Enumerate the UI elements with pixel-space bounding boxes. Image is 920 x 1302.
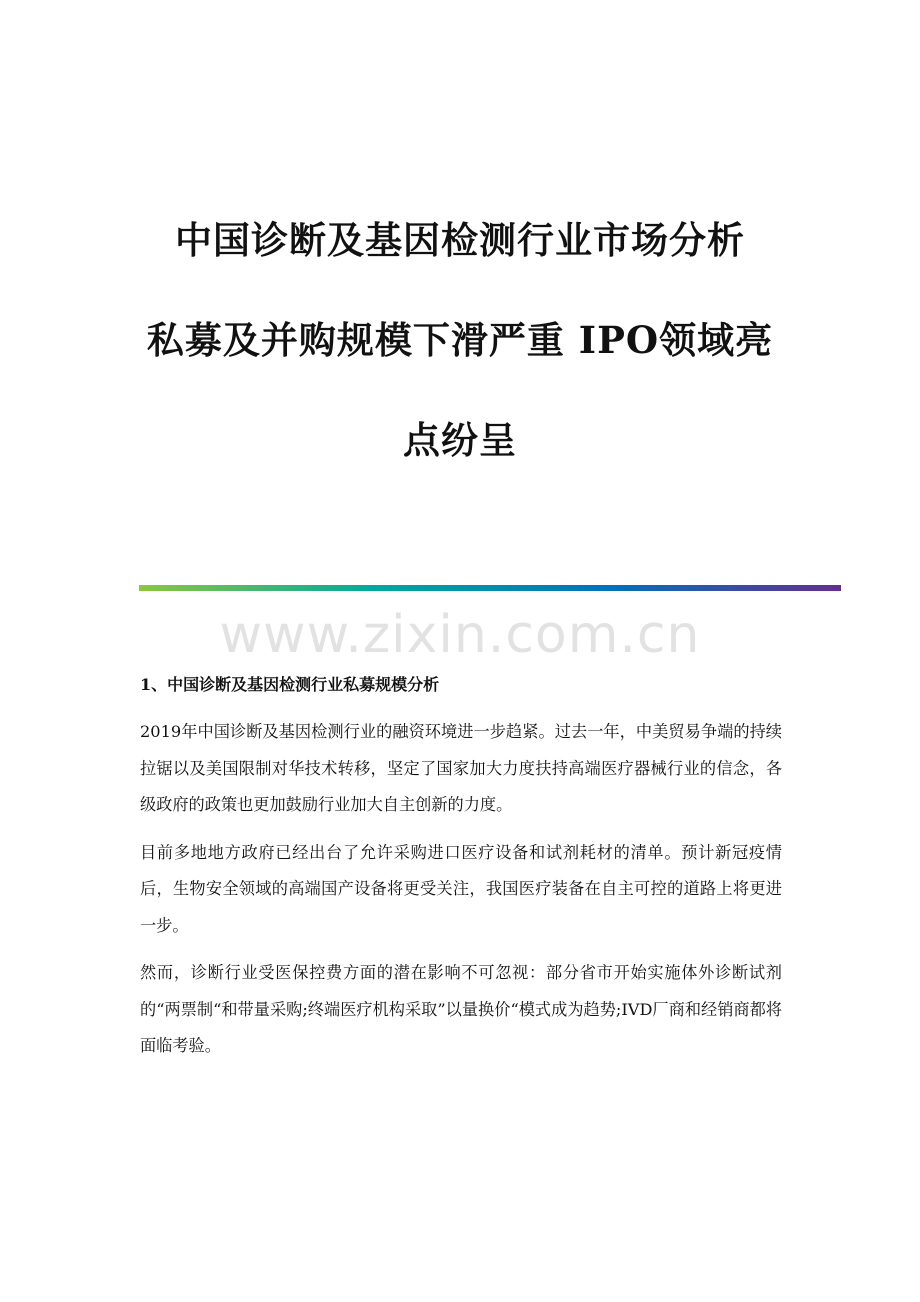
document-body (140, 668, 782, 1076)
paragraph-3: 然而，诊断行业受医保控费方面的潜在影响不可忽视：部分省市开始实施体外诊断试剂的“两票制“和带量采购;终端医疗机构采取”以量换价“模式成为趋势;IVD厂商和经销商都将面临考验。 (140, 963, 782, 1055)
gradient-divider (139, 585, 841, 591)
title-line-2: 私募及并购规模下滑严重 IPO领域亮 (146, 318, 774, 362)
title-line-3: 点纷呈 (403, 418, 517, 462)
paragraph-2: 目前多地地方政府已经出台了允许采购进口医疗设备和试剂耗材的清单。预计新冠疫情后，生物安全领域的高端国产设备将更受关注，我国医疗装备在自主可控的道路上将更进一步。 (140, 842, 782, 935)
paragraph-1: 2019年中国诊断及基因检测行业的融资环境进一步趋紧。过去一年，中美贸易争端的持续拉锯以及美国限制对华技术转移，坚定了国家加大力度扶持高端医疗器械行业的信念，各级政府的政策也更加鼓励行业加大自主创新的力度。 (140, 722, 782, 814)
document-title (0, 190, 920, 490)
watermark: www.zixin.com.cn (219, 605, 701, 665)
section-heading: 1、中国诊断及基因检测行业私募规模分析 (140, 675, 440, 694)
title-line-1: 中国诊断及基因检测行业市场分析 (175, 218, 745, 262)
